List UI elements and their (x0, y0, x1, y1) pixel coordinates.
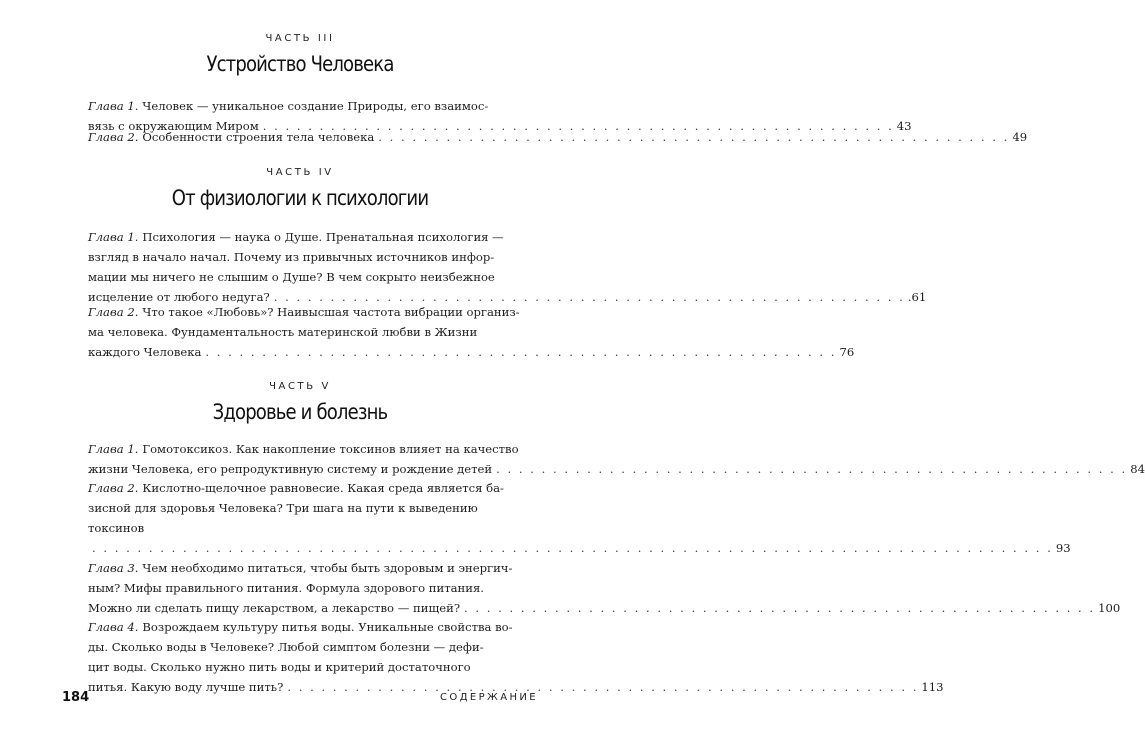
part-header (0, 33, 600, 76)
chapter-number: Глава 3. (88, 561, 139, 575)
chapter-line: ным? Мифы правильного питания. Формула здорового питания. (88, 581, 484, 595)
page-ref: 43 (896, 119, 912, 133)
part-label: ЧАСТЬ IV (266, 167, 334, 178)
chapter-line: исцеление от любого недуга? (88, 290, 270, 304)
page-ref: 76 (839, 345, 855, 359)
toc-entry: Глава 4. Возрождаем культуру питья воды. Уникальные свойства во- ды. Сколько воды в Человеке? Любой симптом болезни — дефи- цит воды. Сколько нужно пить воды и критерий достаточного питья. Какую воду лучше пить? . . . . . . . . . . . . . . . . . . . . . . . . . . . . . . . . . . . . . . . . . . . . . . . . . . . . . . . . 113 (88, 617, 541, 697)
page-number: 184 (62, 690, 90, 705)
toc-entry: Глава 3. Чем необходимо питаться, чтобы быть здоровым и энергич- ным? Мифы правильного питания. Формула здорового питания. Можно ли сделать пищу лекарством, а лекарство — пищей? . . . . . . . . . . . . . . . . . . . . . . . . . . . . . . . . . . . . . . . . . . . . . . . . . . . . . . . . 100 (88, 558, 541, 618)
chapter-number: Глава 1. (88, 230, 139, 244)
part-title: Здоровье и болезнь (212, 400, 388, 424)
chapter-line: Кислотно-щелочное равновесие. Какая среда является ба- (142, 481, 504, 495)
page-ref: 113 (921, 680, 944, 694)
part-title: Устройство Человека (206, 52, 394, 76)
chapter-line: Что такое «Любовь»? Наивысшая частота вибрации организ- (142, 305, 520, 319)
chapter-number: Глава 4. (88, 620, 139, 634)
chapter-line: мации мы ничего не слышим о Душе? В чем сокрыто неизбежное (88, 270, 495, 284)
part-title: От физиологии к психологии (171, 186, 429, 210)
chapter-number: Глава 2. (88, 130, 139, 144)
part-label: ЧАСТЬ V (269, 381, 331, 392)
chapter-line: Психология — наука о Душе. Пренатальная психология — (142, 230, 504, 244)
chapter-line: жизни Человека, его репродуктивную систему и рождение детей (88, 462, 493, 476)
chapter-line: Можно ли сделать пищу лекарством, а лекарство — пищей? (88, 601, 461, 615)
toc-entry: Глава 2. Кислотно-щелочное равновесие. Какая среда является ба- зисной для здоровья Человека? Три шага на пути к выведению токсинов . . . . . . . . . . . . . . . . . . . . . . . . . . . . . . . . . . . . . . . . . . . . . . . . . . . . . . . . . . . . . . . . . . . . . . . . . . . . . . . . . . . . . 93 (88, 478, 541, 558)
chapter-line: ды. Сколько воды в Человеке? Любой симптом болезни — дефи- (88, 640, 484, 654)
chapter-line: токсинов (88, 521, 145, 535)
chapter-number: Глава 2. (88, 481, 139, 495)
part-header (0, 167, 600, 210)
toc-entry: Глава 1. Психология — наука о Душе. Пренатальная психология — взгляд в начало начал. Почему из привычных источников инфор- мации мы ничего не слышим о Душе? В чем сокрыто неизбежное исцеление от любого недуга? . . . . . . . . . . . . . . . . . . . . . . . . . . . . . . . . . . . . . . . . . . . . . . . . . . . . . . . . .61 (88, 227, 541, 307)
chapter-line: взгляд в начало начал. Почему из привычных источников инфор- (88, 250, 495, 264)
page-ref: .61 (907, 290, 927, 304)
chapter-line: Возрождаем культуру питья воды. Уникальные свойства во- (142, 620, 513, 634)
chapter-line: вязь с окружающим Миром (88, 119, 259, 133)
chapter-line: Особенности строения тела человека (142, 130, 375, 144)
page-ref: 84 (1130, 462, 1145, 476)
chapter-line: Гомотоксикоз. Как накопление токсинов влияет на качество (142, 442, 519, 456)
chapter-number: Глава 1. (88, 442, 139, 456)
toc-entry: Глава 1. Человек — уникальное создание Природы, его взаимос- вязь с окружающим Миром . . . . . . . . . . . . . . . . . . . . . . . . . . . . . . . . . . . . . . . . . . . . . . . . . . . . . . . . 43 (88, 96, 541, 136)
page-ref: 49 (1012, 130, 1028, 144)
toc-entry: Глава 1. Гомотоксикоз. Как накопление токсинов влияет на качество жизни Человека, его репродуктивную систему и рождение детей . . . . . . . . . . . . . . . . . . . . . . . . . . . . . . . . . . . . . . . . . . . . . . . . . . . . . . . . 84 (88, 439, 541, 479)
toc-entry: Глава 2. Что такое «Любовь»? Наивысшая частота вибрации организ- ма человека. Фундаментальность материнской любви в Жизни каждого Человека . . . . . . . . . . . . . . . . . . . . . . . . . . . . . . . . . . . . . . . . . . . . . . . . . . . . . . . . 76 (88, 302, 541, 362)
chapter-line: зисной для здоровья Человека? Три шага на пути к выведению (88, 501, 478, 515)
chapter-number: Глава 2. (88, 305, 139, 319)
toc-entry: Глава 2. Особенности строения тела человека . . . . . . . . . . . . . . . . . . . . . . . . . . . . . . . . . . . . . . . . . . . . . . . . . . . . . . . . 49 (88, 127, 541, 147)
chapter-line: цит воды. Сколько нужно пить воды и критерий достаточного (88, 660, 471, 674)
running-footer: СОДЕРЖАНИЕ (440, 692, 538, 703)
chapter-line: каждого Человека (88, 345, 202, 359)
part-label: ЧАСТЬ III (265, 33, 335, 44)
chapter-line: питья. Какую воду лучше пить? (88, 680, 284, 694)
page-ref: 100 (1098, 601, 1121, 615)
chapter-number: Глава 1. (88, 99, 139, 113)
chapter-line: ма человека. Фундаментальность материнской любви в Жизни (88, 325, 478, 339)
page-ref: 93 (1055, 541, 1071, 555)
chapter-line: Человек — уникальное создание Природы, его взаимос- (142, 99, 489, 113)
part-header (0, 381, 600, 424)
chapter-line: Чем необходимо питаться, чтобы быть здоровым и энергич- (142, 561, 513, 575)
